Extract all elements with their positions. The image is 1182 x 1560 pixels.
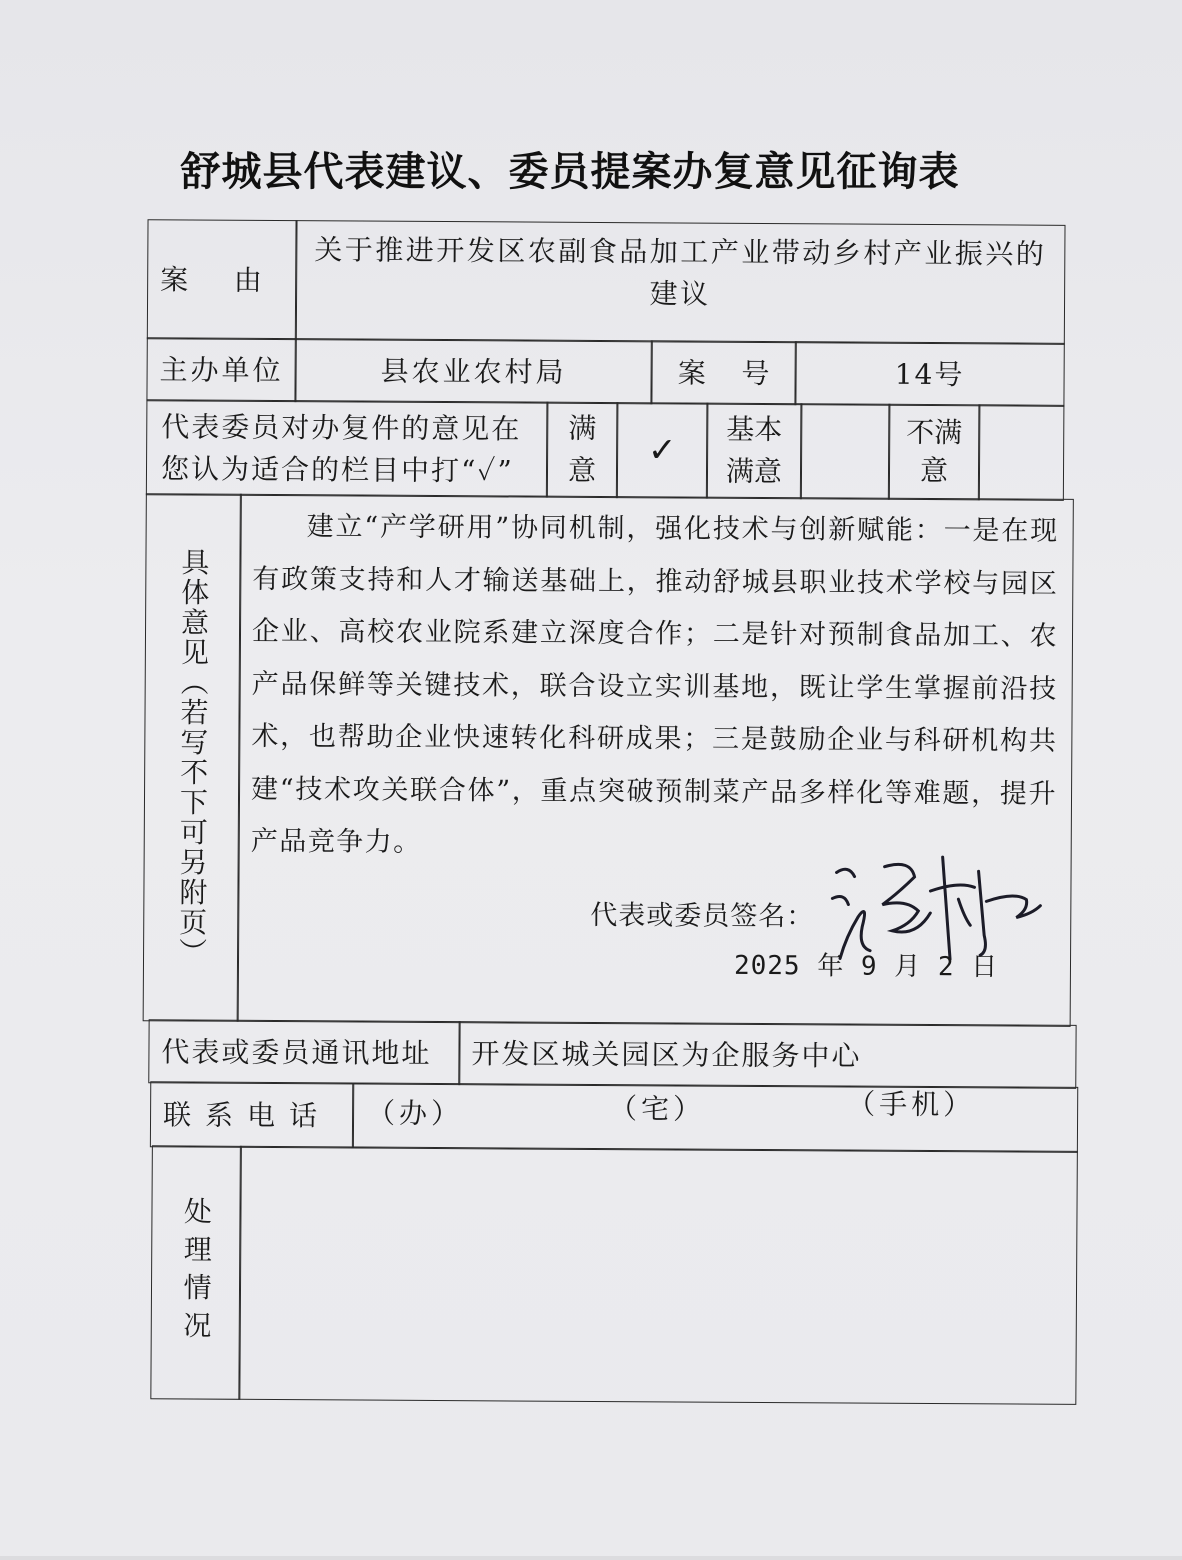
phone-home-label: （宅）	[609, 1092, 706, 1126]
handwritten-signature	[818, 846, 1049, 967]
case-reason-value: 关于推进开发区农副食品加工产业带动乡村产业振兴的建议	[314, 233, 1047, 311]
phone-values-cell	[352, 1082, 1078, 1152]
address-label: 代表或委员通讯地址	[161, 1034, 432, 1070]
host-unit-label-cell	[146, 337, 296, 402]
address-label-cell	[148, 1019, 460, 1085]
address-value-cell	[458, 1021, 1076, 1089]
option-basic-label-cell	[706, 403, 803, 500]
host-unit-value-cell	[294, 338, 652, 404]
checkmark-icon: ✓	[647, 430, 677, 471]
option-satisfied-label-cell	[546, 402, 619, 498]
form-title: 舒城县代表建议、委员提案办复意见征询表	[180, 149, 960, 195]
address-value: 开发区城关园区为企服务中心	[471, 1036, 862, 1073]
phone-label-cell	[150, 1081, 354, 1148]
handling-label-cell	[150, 1145, 242, 1400]
phone-mobile-label: （手机）	[847, 1087, 976, 1122]
option-unsatisfied-label-cell	[888, 404, 981, 501]
option-satisfied-label: 满意	[567, 411, 597, 487]
signature-date: 2025 年 9 月 2 日	[733, 950, 999, 983]
case-number-label-cell	[650, 340, 796, 405]
case-reason-label-cell	[147, 219, 298, 340]
option-unsatisfied-mark-cell[interactable]	[978, 404, 1065, 501]
option-basic-mark-cell[interactable]	[800, 403, 891, 500]
opinion-label-cell	[143, 493, 242, 1022]
handling-value-cell[interactable]	[238, 1146, 1078, 1405]
option-satisfied-mark-cell[interactable]	[616, 402, 709, 499]
case-number-value: 14号	[894, 357, 965, 391]
case-number-label: 案 号	[677, 355, 770, 390]
evaluation-prompt: 代表委员对办复件的意见在您认为适合的栏目中打“✓”	[160, 410, 522, 488]
host-unit-label: 主办单位	[159, 352, 284, 387]
opinion-text: 建立“产学研用”协同机制，强化技术与创新赋能：一是在现有政策支持和人才输送基础上，推动舒城县职业技术学校与园区企业、高校农业院系建立深度合作；二是针对预制食品加工、农产品保鲜等关键技术，联合设立实训基地，既让学生掌握前沿技术，也帮助企业快速转化科研成果；三是鼓励企业与科研机构共建“技术攻关联合体”，重点突破预制菜产品多样化等难题，提升产品竞争力。	[250, 511, 1059, 858]
signature-label: 代表或委员签名：	[590, 899, 815, 933]
phone-office-label: （办）	[366, 1096, 464, 1131]
opinion-content-cell	[237, 494, 1074, 1027]
evaluation-prompt-cell	[146, 399, 549, 497]
handling-label: 处理情况	[179, 1196, 214, 1349]
option-unsatisfied-label: 不满意	[906, 415, 963, 488]
case-reason-label: 案 由	[160, 262, 264, 297]
case-reason-value-cell	[295, 220, 1066, 345]
case-number-value-cell	[794, 341, 1064, 407]
host-unit-value: 县农业农村局	[380, 354, 567, 389]
phone-label: 联系电话	[162, 1097, 332, 1132]
opinion-label: 具体意见（若写不下可另附页）	[174, 547, 211, 968]
option-basic-label: 基本满意	[725, 412, 783, 489]
